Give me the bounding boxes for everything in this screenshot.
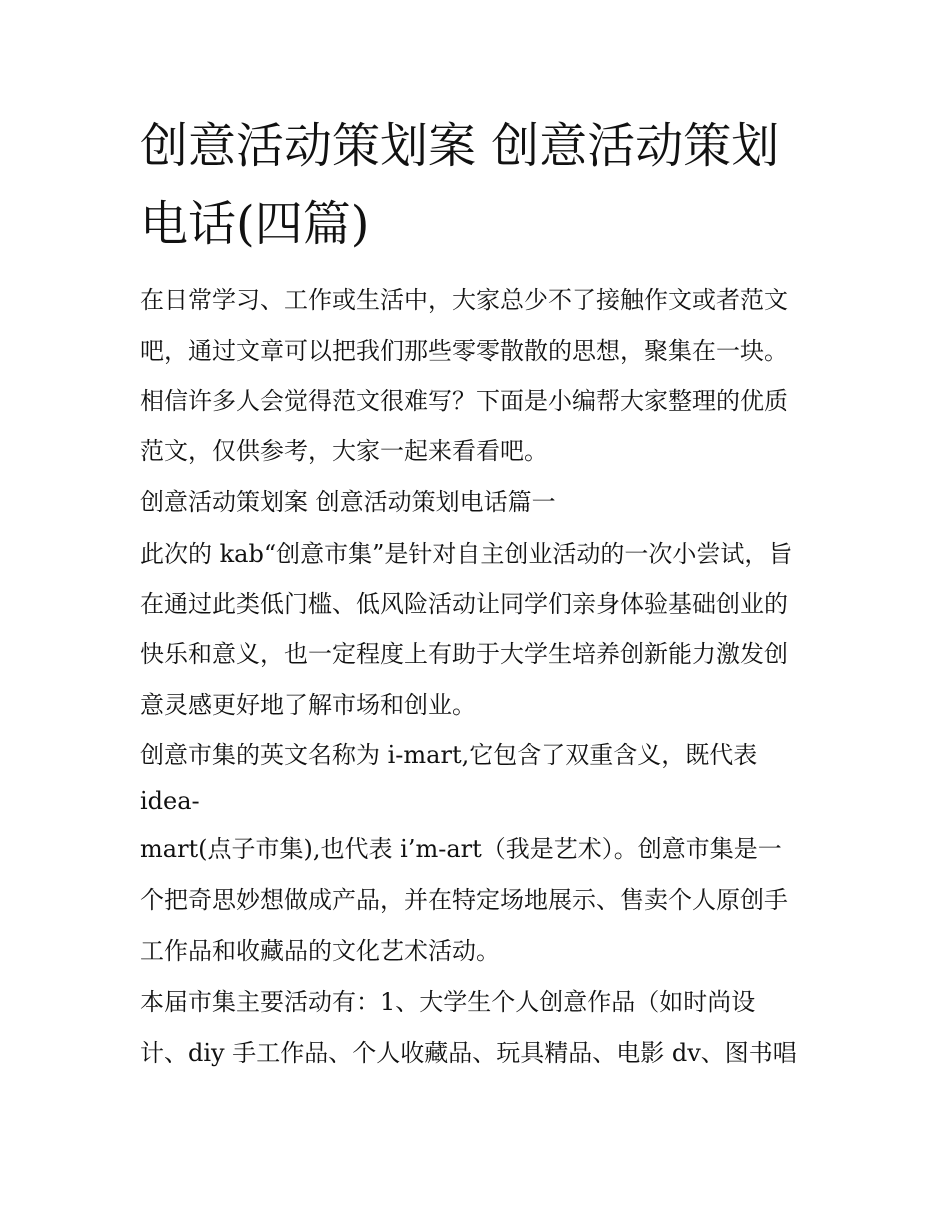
body-line-1: 此次的 kab“创意市集”是针对自主创业活动的一次小尝试，旨 <box>140 540 793 568</box>
intro-line-4: 范文，仅供参考，大家一起来看看吧。 <box>140 437 548 465</box>
intro-line-2: 吧，通过文章可以把我们那些零零散散的思想，聚集在一块。 <box>140 337 788 365</box>
document-title-line-2: 电话(四篇) <box>140 196 370 252</box>
body-line-2: 在通过此类低门槛、低风险活动让同学们亲身体验基础创业的 <box>140 590 788 618</box>
body-line-7: mart(点子市集),也代表 i’m-art（我是艺术）。创意市集是一 <box>140 835 782 863</box>
body-line-10: 本届市集主要活动有：1、大学生个人创意作品（如时尚设 <box>140 988 756 1016</box>
body-line-6: idea- <box>140 787 200 815</box>
section-heading: 创意活动策划案 创意活动策划电话篇一 <box>140 488 556 516</box>
body-line-8: 个把奇思妙想做成产品，并在特定场地展示、售卖个人原创手 <box>140 886 788 914</box>
body-line-9: 工作品和收藏品的文化艺术活动。 <box>140 937 500 965</box>
intro-line-1: 在日常学习、工作或生活中，大家总少不了接触作文或者范文 <box>140 286 788 314</box>
body-line-3: 快乐和意义，也一定程度上有助于大学生培养创新能力激发创 <box>140 640 788 668</box>
body-line-11: 计、diy 手工作品、个人收藏品、玩具精品、电影 dv、图书唱 <box>140 1039 797 1067</box>
body-line-5: 创意市集的英文名称为 i-mart,它包含了双重含义，既代表 <box>140 741 758 769</box>
body-line-4: 意灵感更好地了解市场和创业。 <box>140 691 476 719</box>
intro-line-3: 相信许多人会觉得范文很难写？下面是小编帮大家整理的优质 <box>140 387 788 415</box>
document-title-line-1: 创意活动策划案 创意活动策划 <box>140 118 780 174</box>
